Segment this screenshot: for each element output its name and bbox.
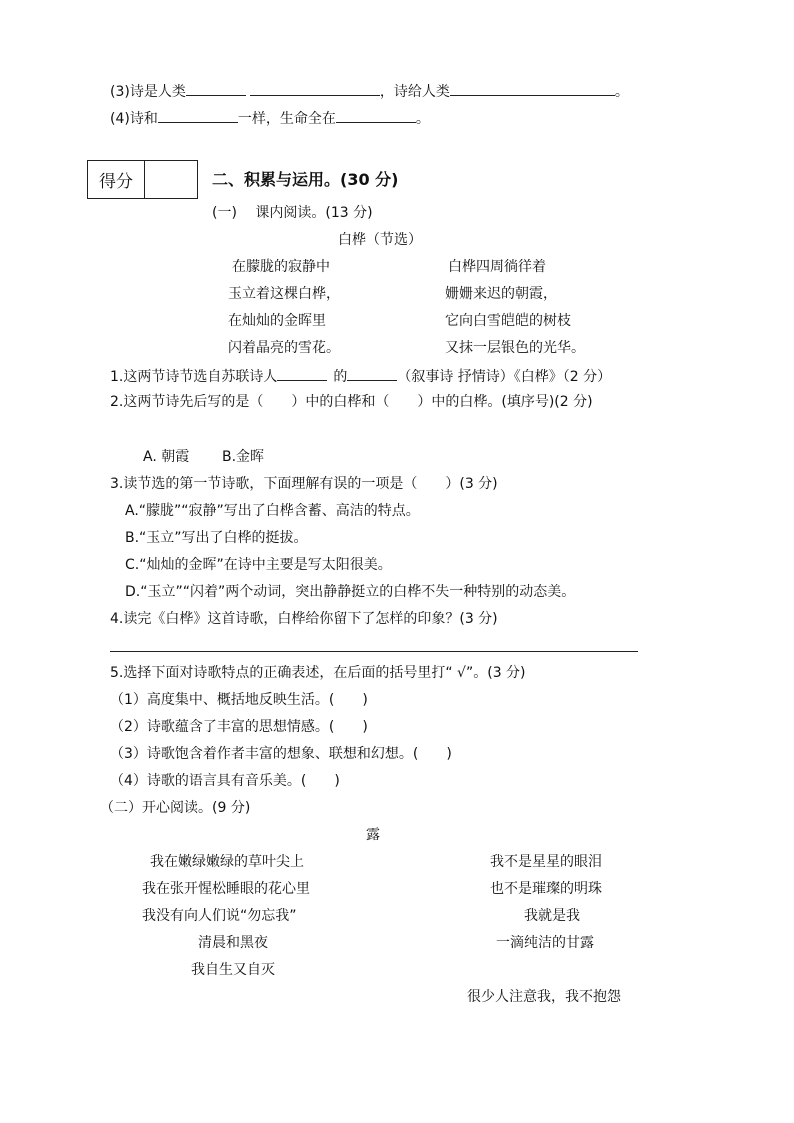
poem-1-right-line: 它向白雪皑皑的树枝 (445, 313, 571, 329)
question-2-option-b: B.金晖 (222, 449, 265, 465)
answer-line[interactable] (110, 651, 638, 652)
question-3-prefix: (3)诗是人类 (110, 84, 186, 100)
answer-blank[interactable] (450, 80, 615, 96)
poem-2-right-line: 我就是我 (524, 908, 580, 924)
section-2-title: 二、积累与运用。(30 分) (212, 170, 399, 189)
answer-blank[interactable] (347, 365, 397, 381)
question-3-line (110, 80, 629, 100)
question-4-end: 。 (415, 111, 430, 127)
answer-blank[interactable] (186, 80, 246, 96)
poem-1-left-line: 闪着晶亮的雪花。 (228, 340, 340, 356)
question-5-item: （3）诗歌饱含着作者丰富的想象、联想和幻想。( ) (110, 746, 452, 762)
question-3-end: 。 (614, 84, 629, 100)
question-5-item: （1）高度集中、概括地反映生活。( ) (110, 692, 368, 708)
question-5: 5.选择下面对诗歌特点的正确表述，在后面的括号里打“ √”。(3 分) (110, 665, 526, 681)
question-2-option-a: A. 朝霞 (143, 449, 190, 465)
question-2: 2.这两节诗先后写的是（ ）中的白桦和（ ）中的白桦。(填序号)(2 分) (110, 394, 593, 410)
answer-blank[interactable] (250, 80, 380, 96)
question-5-item: （4）诗歌的语言具有音乐美。( ) (110, 773, 340, 789)
question-5-item: （2）诗歌蕴含了丰富的思想情感。( ) (110, 719, 368, 735)
question-1 (110, 365, 611, 385)
poem-1-right-line: 姗姗来迟的朝霞， (445, 286, 557, 302)
answer-blank[interactable] (277, 365, 327, 381)
question-4-middle: 一样，生命全在 (237, 111, 336, 127)
poem-2-left-line: 我在张开惺松睡眼的花心里 (142, 881, 310, 897)
poem-2-title: 露 (366, 827, 380, 843)
question-3-middle: ，诗给人类 (379, 84, 450, 100)
poem-1-left-line: 玉立着这棵白桦， (228, 286, 340, 302)
question-1-prefix: 1.这两节诗节选自苏联诗人 (110, 369, 278, 385)
answer-blank[interactable] (158, 107, 238, 123)
poem-2-left-line: 清晨和黑夜 (198, 935, 268, 951)
part-2-title: （二）开心阅读。(9 分) (100, 800, 251, 816)
question-3-option: C.“灿灿的金晖”在诗中主要是写太阳很美。 (125, 557, 392, 573)
poem-2-right-line: 我不是星星的眼泪 (490, 854, 602, 870)
poem-1-title: 白桦（节选） (338, 232, 422, 248)
answer-blank[interactable] (336, 107, 416, 123)
poem-1-right-line: 白桦四周徜徉着 (448, 259, 546, 275)
poem-2-left-line: 我在嫩绿嫩绿的草叶尖上 (150, 854, 304, 870)
question-3-option: B.“玉立”写出了白桦的挺拔。 (125, 530, 308, 546)
question-3: 3.读节选的第一节诗歌，下面理解有误的一项是（ ）(3 分) (110, 476, 498, 492)
question-3-option: A.“朦胧”“寂静”写出了白桦含蓄、高洁的特点。 (125, 503, 420, 519)
poem-1-left-line: 在灿灿的金晖里 (228, 313, 326, 329)
poem-2-left-line: 我没有向人们说“勿忘我” (142, 908, 297, 924)
poem-2-left-line: 我自生又自灭 (191, 962, 275, 978)
poem-1-right-line: 又抹一层银色的光华。 (445, 340, 585, 356)
question-3-option: D.“玉立”“闪着”两个动词，突出静静挺立的白桦不失一种特别的动态美。 (125, 584, 576, 600)
poem-1-left-line: 在朦胧的寂静中 (232, 259, 330, 275)
question-1-middle: 的 (333, 369, 348, 385)
score-input-cell[interactable] (145, 161, 197, 198)
poem-2-right-line: 一滴纯洁的甘露 (496, 935, 594, 951)
part-1-title: (一) 课内阅读。(13 分) (212, 205, 373, 221)
poem-2-last-line: 很少人注意我，我不抱怨 (467, 989, 621, 1005)
question-4-prefix: (4)诗和 (110, 111, 158, 127)
poem-2-right-line: 也不是璀璨的明珠 (490, 881, 602, 897)
question-1-suffix: （叙事诗 抒情诗）《白桦》（2 分） (397, 369, 612, 385)
question-4-line (110, 107, 430, 127)
question-4: 4.读完《白桦》这首诗歌，白桦给你留下了怎样的印象？(3 分) (110, 611, 498, 627)
score-label: 得分 (88, 161, 145, 198)
score-box (87, 160, 198, 199)
